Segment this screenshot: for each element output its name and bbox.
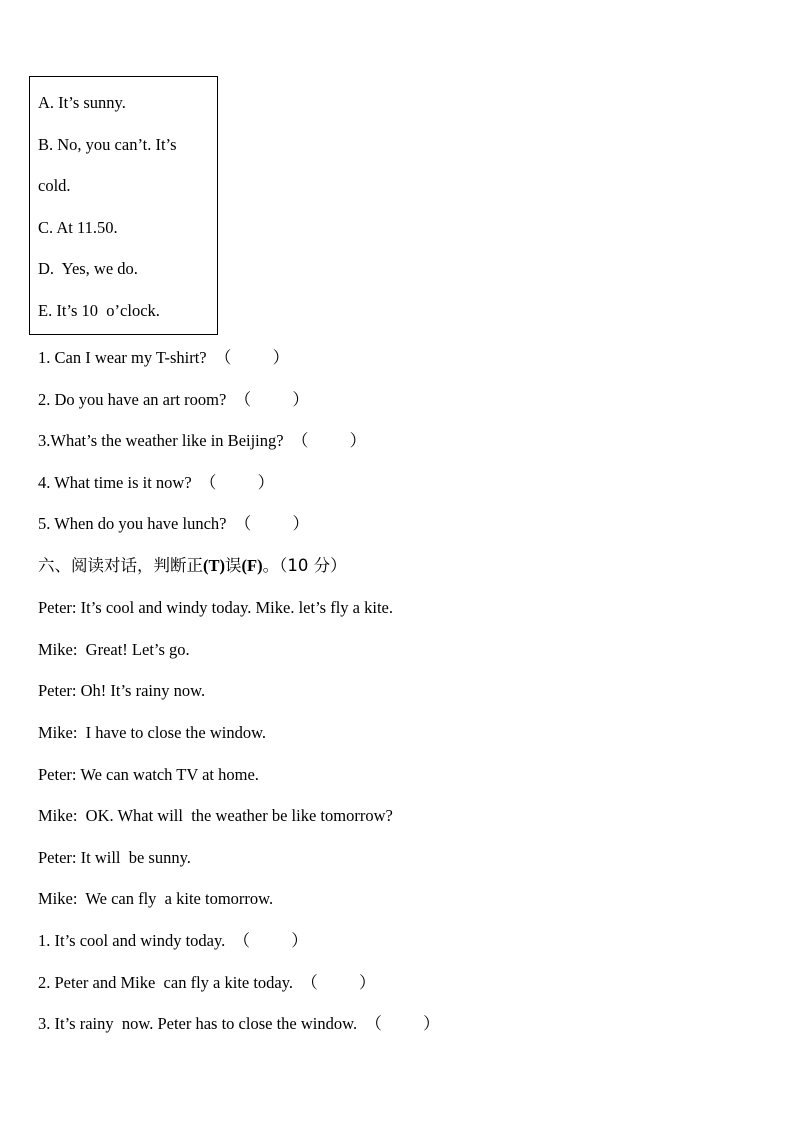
dialogue-line-2: Mike: Great! Let’s go. — [38, 640, 190, 659]
matching-question-5: 5. When do you have lunch? （ ） — [38, 514, 309, 533]
option-c: C. At 11.50. — [38, 218, 118, 237]
heading-suffix: 。（10 分） — [262, 556, 347, 575]
dialogue-line-6: Mike: OK. What will the weather be like tomorrow? — [38, 806, 393, 825]
heading-mid: 误 — [225, 556, 242, 575]
heading-prefix: 六、阅读对话，判断正 — [38, 556, 203, 575]
matching-question-1: 1. Can I wear my T-shirt? （ ） — [38, 348, 290, 367]
dialogue-line-8: Mike: We can fly a kite tomorrow. — [38, 889, 274, 908]
matching-question-2: 2. Do you have an art room? （ ） — [38, 390, 309, 409]
dialogue-line-1: Peter: It’s cool and windy today. Mike. let’s fly a kite. — [38, 598, 393, 617]
answer-options-box — [29, 76, 218, 335]
dialogue-line-3: Peter: Oh! It’s rainy now. — [38, 681, 206, 700]
option-e: E. It’s 10 o’clock. — [38, 301, 160, 320]
option-d: D. Yes, we do. — [38, 259, 138, 278]
option-b: B. No, you can’t. It’s — [38, 135, 177, 154]
dialogue-line-4: Mike: I have to close the window. — [38, 723, 267, 742]
tf-question-3: 3. It’s rainy now. Peter has to close the window. （ ） — [38, 1014, 440, 1033]
heading-false-mark: (F) — [241, 556, 263, 575]
dialogue-line-7: Peter: It will be sunny. — [38, 848, 191, 867]
option-b-continued: cold. — [38, 176, 71, 195]
tf-question-1: 1. It’s cool and windy today. （ ） — [38, 931, 308, 950]
heading-true-mark: (T) — [203, 556, 225, 575]
section-six-heading — [38, 556, 347, 576]
option-a: A. It’s sunny. — [38, 93, 126, 112]
tf-question-2: 2. Peter and Mike can fly a kite today. （ ） — [38, 973, 376, 992]
dialogue-line-5: Peter: We can watch TV at home. — [38, 765, 259, 784]
matching-question-4: 4. What time is it now? （ ） — [38, 473, 275, 492]
matching-question-3: 3.What’s the weather like in Beijing? （ ） — [38, 431, 367, 450]
